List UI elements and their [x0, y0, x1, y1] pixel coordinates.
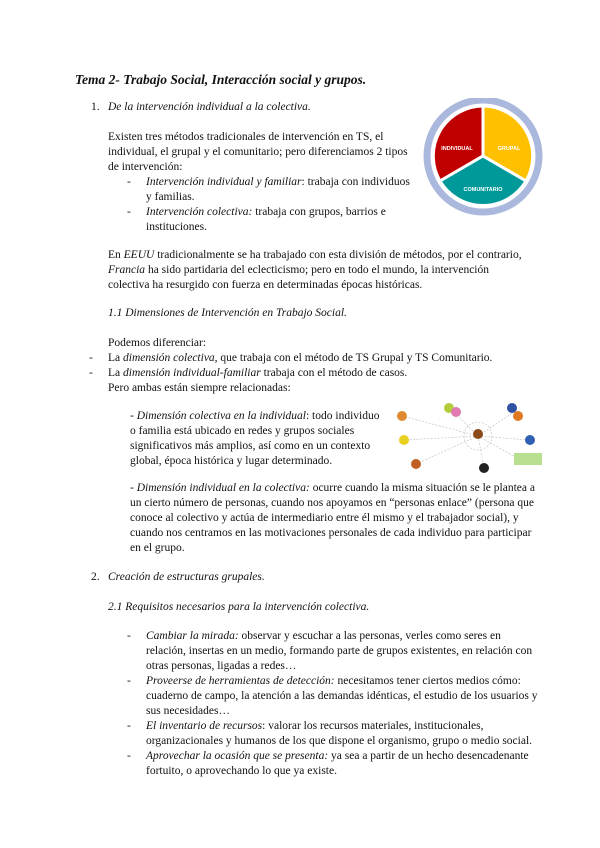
term: Francia — [108, 264, 146, 276]
label-comunitario: COMUNITARIO — [463, 187, 503, 193]
section-2-number: 2. — [91, 571, 100, 583]
text: : todo individuo o familia está ubicado en redes y grupos sociales significativos más amplios, así como en un contexto global, época histórica y lugar determinado. — [130, 410, 380, 467]
section-1-1-heading: 1.1 Dimensiones de Intervención en Trabajo Social. — [108, 307, 347, 319]
text: : valorar los recursos materiales, institucionales, organizacionales y humanos de los que dispone el organismo, grupo o medio social. — [146, 720, 533, 747]
text: : trabaja con individuos y familias. — [146, 176, 410, 203]
term: El inventario de recursos — [146, 720, 263, 732]
label-individual: INDIVIDUAL — [441, 146, 473, 152]
text: , que trabaja con el método de TS Grupal y TS Comunitario. — [214, 352, 493, 364]
section-1-heading: De la intervención individual a la colectiva. — [108, 101, 311, 113]
list-item: - Proveerse de herramientas de detección: necesitamos tener ciertos medios cómo: cuaderno de campo, la atención a las demandas idénticas, el estudio de los usuarios y sus necesidades… — [127, 675, 538, 717]
term: dimensión colectiva — [123, 352, 215, 364]
section-2-heading: Creación de estructuras grupales. — [108, 571, 265, 583]
term: Proveerse de herramientas de detección: — [146, 675, 335, 687]
list-item: - La dimensión individual-familiar trabaja con el método de casos. — [89, 367, 408, 379]
text: En — [108, 249, 124, 261]
list-item: - Aprovechar la ocasión que se presenta: ya sea a partir de un hecho desencadenante fortuito, o aprovechando lo que ya existe. — [127, 750, 529, 777]
section-2-1-heading: 2.1 Requisitos necesarios para la intervención colectiva. — [108, 601, 370, 613]
term: Cambiar la mirada: — [146, 630, 239, 642]
section-1-intro: Existen tres métodos tradicionales de intervención en TS, el individual, el grupal y el comunitario; pero diferenciamos 2 tipos de intervención: — [108, 131, 408, 173]
note-box — [514, 453, 542, 465]
term: Dimensión colectiva en la individual — [136, 410, 306, 422]
social-network-image — [392, 398, 542, 480]
page-title: Tema 2- Trabajo Social, Interacción social y grupos. — [75, 72, 367, 87]
list-item: - La dimensión colectiva, que trabaja con el método de TS Grupal y TS Comunitario. — [89, 352, 493, 364]
dash: - — [130, 482, 137, 494]
text: trabaja con grupos, barrios e instituciones. — [146, 206, 386, 233]
text: ha sido partidaria del eclecticismo; pero en todo el mundo, la intervención colectiva ha resurgido con fuerza en determinadas épocas históricas. — [108, 264, 489, 291]
term: Intervención colectiva: — [146, 206, 253, 218]
intervention-cycle-diagram — [420, 98, 546, 218]
list-item: - Intervención colectiva: trabaja con grupos, barrios e instituciones. — [127, 206, 386, 233]
list-item: - El inventario de recursos: valorar los recursos materiales, institucionales, organizacionales y humanos de los que dispone el organismo, grupo o medio social. — [127, 720, 533, 747]
text: La — [108, 367, 124, 379]
text: trabaja con el método de casos. — [260, 367, 408, 379]
term: dimensión individual-familiar — [123, 367, 261, 379]
paragraph-eeuu — [108, 248, 528, 293]
text: tradicionalmente se ha trabajado con esta división de métodos, por el contrario, — [154, 249, 522, 261]
term: EEUU — [123, 249, 155, 261]
term: Intervención individual y familiar — [146, 176, 302, 188]
list-item: - Intervención individual y familiar: trabaja con individuos y familias. — [127, 176, 410, 203]
paragraph: Podemos diferenciar: — [108, 337, 207, 349]
text: necesitamos tener ciertos medios cómo: cuaderno de campo, la atención a las demandas idénticas, el estudio de los usuarios y sus necesidades… — [146, 675, 538, 717]
term: Aprovechar la ocasión que se presenta: — [146, 750, 329, 762]
dash: - — [130, 410, 137, 422]
text: ocurre cuando la misma situación se le plantea a un cierto número de personas, cuando nos apoyamos en “personas enlace” (persona que conoce al colectivo y actúa de intermediario entre él mismo y el trabajador social), y cuando nos centramos en las motivaciones personales de cada individuo para participar en el grupo. — [130, 482, 535, 554]
text: observar y escuchar a las personas, verles como seres en relación, insertas en un medio, formando parte de grupos existentes, en relación con otras personas, ligadas a redes… — [146, 630, 533, 672]
text: La — [108, 352, 124, 364]
paragraph-dimension-individual — [130, 481, 540, 556]
list-item: - Cambiar la mirada: observar y escuchar a las personas, verles como seres en relación, insertas en un medio, formando parte de grupos existentes, en relación con otras personas, ligadas a redes… — [127, 630, 533, 672]
paragraph-dimension-colectiva — [130, 409, 388, 469]
term: Dimensión individual en la colectiva: — [136, 482, 310, 494]
text: ya sea a partir de un hecho desencadenante fortuito, o aprovechando lo que ya existe. — [146, 750, 529, 777]
label-grupal: GRUPAL — [497, 146, 521, 152]
section-1-number: 1. — [91, 101, 100, 113]
paragraph: Pero ambas están siempre relacionadas: — [108, 382, 291, 394]
